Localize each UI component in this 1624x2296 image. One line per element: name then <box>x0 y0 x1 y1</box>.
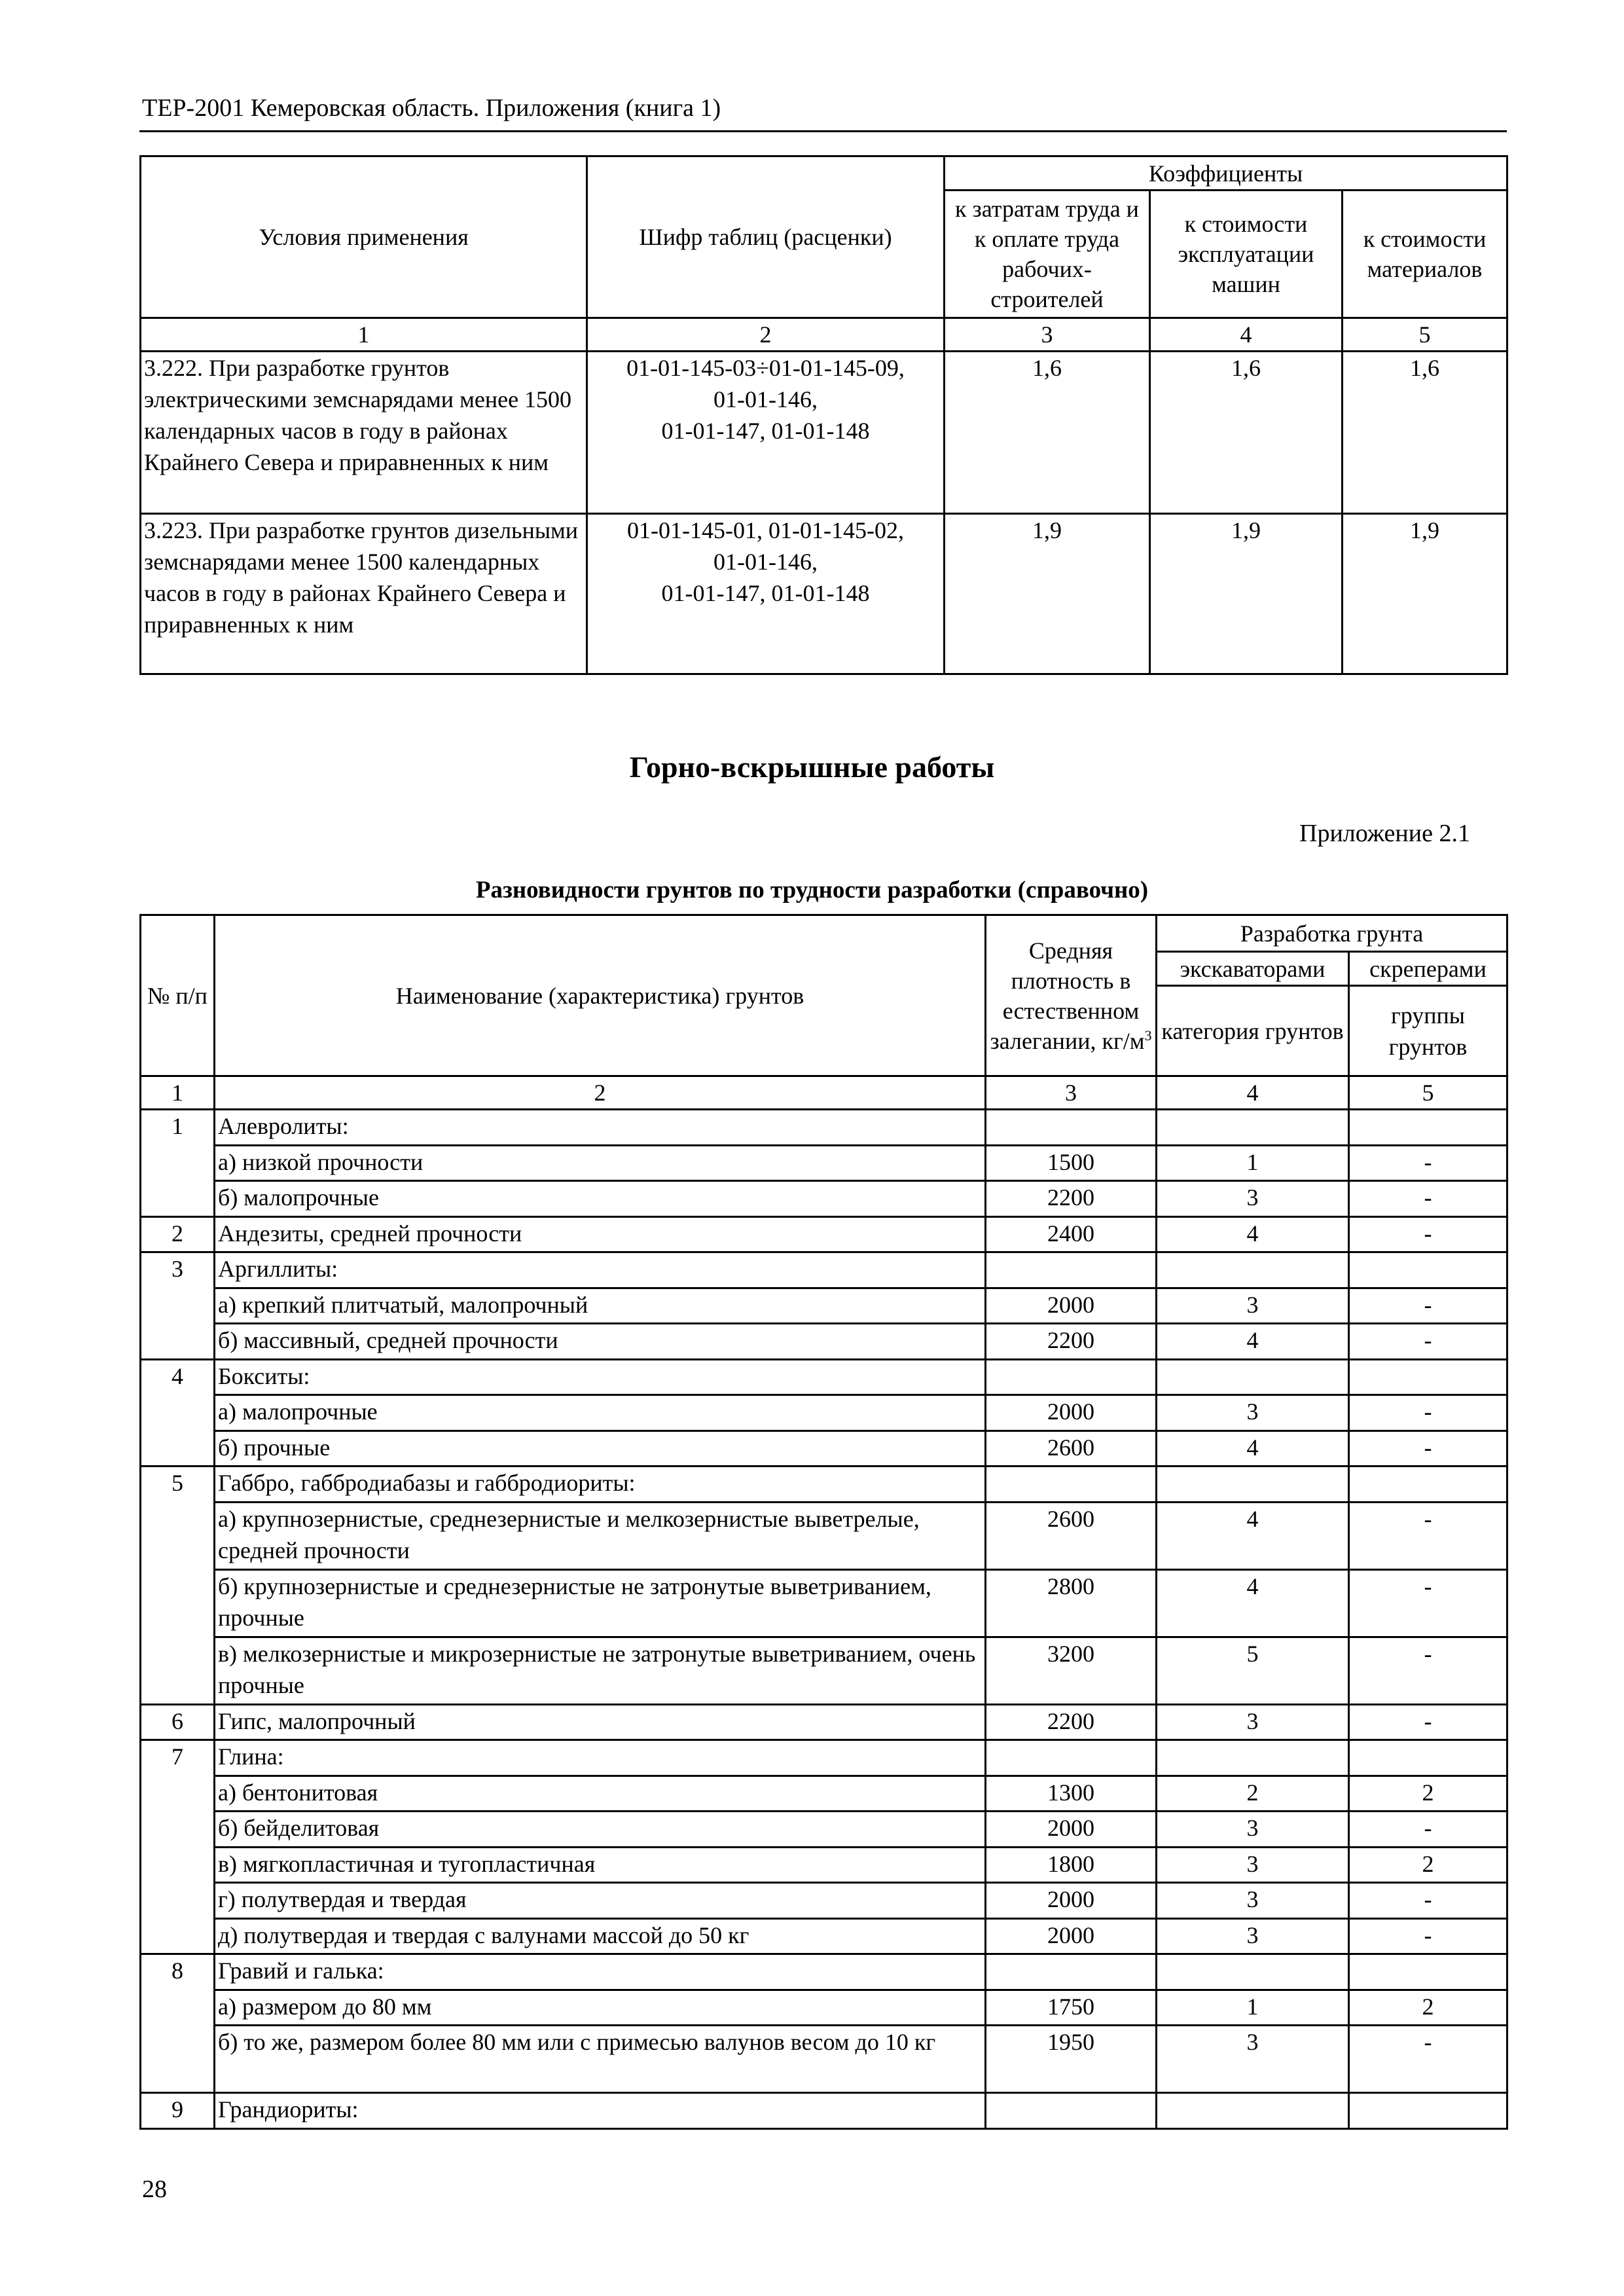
t1-condition: 3.222. При разработке грунтов электрическими земснарядами менее 1500 календарных часов в году в районах Крайнего Севера и приравненных к ним <box>141 352 587 514</box>
t2-row-category: 1 <box>1157 1145 1349 1181</box>
t2-row-density <box>986 1467 1157 1503</box>
t2-row-name: г) полутвердая и твердая <box>215 1883 986 1919</box>
coefficients-table <box>139 155 1508 675</box>
t2-header-density <box>986 915 1157 1076</box>
t2-row-category: 3 <box>1157 1395 1349 1431</box>
table-row <box>141 1181 1507 1217</box>
t2-row-name: Андезиты, средней прочности <box>215 1216 986 1252</box>
table-row <box>141 1954 1507 1990</box>
t2-row-name: Габбро, габбродиабазы и габбродиориты: <box>215 1467 986 1503</box>
t2-row-name: а) бентонитовая <box>215 1776 986 1812</box>
t2-row-name: Бокситы: <box>215 1359 986 1395</box>
t1-condition: 3.223. При разработке грунтов дизельными земснарядами менее 1500 календарных часов в году в районах Крайнего Севера и приравненных к ним <box>141 514 587 674</box>
t2-row-group: - <box>1349 1704 1507 1740</box>
page-number: 28 <box>142 2176 167 2203</box>
t2-row-category <box>1157 1110 1349 1146</box>
table-row <box>141 1216 1507 1252</box>
t2-header-group: Разработка грунта <box>1157 915 1507 952</box>
t2-row-number <box>141 1395 215 1431</box>
t2-row-category: 4 <box>1157 1569 1349 1637</box>
table-row <box>141 1324 1507 1360</box>
t2-row-name: Грандиориты: <box>215 2093 986 2129</box>
t2-row-density: 2600 <box>986 1430 1157 1467</box>
t2-row-group: - <box>1349 1918 1507 1954</box>
t2-row-number: 3 <box>141 1252 215 1288</box>
t2-row-group: - <box>1349 1324 1507 1360</box>
t2-row-number: 4 <box>141 1359 215 1395</box>
t2-row-name: б) крупнозернистые и среднезернистые не затронутые выветриванием, прочные <box>215 1569 986 1637</box>
t1-code-line: 01-01-145-03÷01-01-145-09, <box>626 355 905 381</box>
t2-row-category: 3 <box>1157 1181 1349 1217</box>
t2-row-group <box>1349 2093 1507 2129</box>
t2-row-number <box>141 1918 215 1954</box>
t2-row-category <box>1157 2093 1349 2129</box>
t1-code-line: 01-01-146, <box>713 549 818 575</box>
t2-row-category: 3 <box>1157 1704 1349 1740</box>
t2-row-density: 2000 <box>986 1918 1157 1954</box>
table-row <box>141 1740 1507 1776</box>
t1-header-machines: к стоимости эксплуатации машин <box>1150 191 1343 318</box>
t2-row-category: 3 <box>1157 2026 1349 2093</box>
table-row <box>141 1812 1507 1848</box>
t2-row-number <box>141 1181 215 1217</box>
t2-row-density <box>986 1110 1157 1146</box>
t2-row-density: 1950 <box>986 2026 1157 2093</box>
t1-k-machines: 1,9 <box>1150 514 1343 674</box>
t2-row-group: - <box>1349 1395 1507 1431</box>
table-row <box>141 1145 1507 1181</box>
table-row <box>141 352 1507 514</box>
t2-row-category: 4 <box>1157 1430 1349 1467</box>
t2-header-excavators: экскаваторами <box>1157 952 1349 986</box>
t2-row-category: 3 <box>1157 1847 1349 1883</box>
t2-row-name: Гравий и галька: <box>215 1954 986 1990</box>
t2-row-density: 1750 <box>986 1990 1157 2026</box>
header-rule <box>139 130 1507 132</box>
t2-row-name: б) малопрочные <box>215 1181 986 1217</box>
t2-row-category: 3 <box>1157 1812 1349 1848</box>
table-row <box>141 1252 1507 1288</box>
t2-row-name: а) крепкий плитчатый, малопрочный <box>215 1288 986 1324</box>
t2-header-name: Наименование (характеристика) грунтов <box>215 915 986 1076</box>
t2-row-number: 5 <box>141 1467 215 1503</box>
t2-row-group: 2 <box>1349 1847 1507 1883</box>
t2-row-density: 1300 <box>986 1776 1157 1812</box>
table-row <box>141 1918 1507 1954</box>
t2-row-name: а) низкой прочности <box>215 1145 986 1181</box>
t2-row-density: 1500 <box>986 1145 1157 1181</box>
t2-row-category: 4 <box>1157 1502 1349 1569</box>
table-row <box>141 514 1507 674</box>
t2-row-number <box>141 1776 215 1812</box>
t2-row-number <box>141 1288 215 1324</box>
t2-row-number: 1 <box>141 1110 215 1146</box>
table-row <box>141 1637 1507 1704</box>
t2-row-number: 9 <box>141 2093 215 2129</box>
appendix-label: Приложение 2.1 <box>1299 820 1470 847</box>
t2-row-category <box>1157 1954 1349 1990</box>
t2-row-category: 4 <box>1157 1216 1349 1252</box>
t2-row-number <box>141 1324 215 1360</box>
t2-row-name: б) массивный, средней прочности <box>215 1324 986 1360</box>
t2-row-group: - <box>1349 1812 1507 1848</box>
t2-row-number: 2 <box>141 1216 215 1252</box>
t2-row-category <box>1157 1467 1349 1503</box>
table-row <box>141 1467 1507 1503</box>
t2-col-num: 5 <box>1349 1076 1507 1110</box>
t2-row-name: а) крупнозернистые, среднезернистые и мелкозернистые выветрелые, средней прочности <box>215 1502 986 1569</box>
t2-row-density: 2200 <box>986 1181 1157 1217</box>
t2-row-density: 2000 <box>986 1883 1157 1919</box>
t2-row-number <box>141 1430 215 1467</box>
t2-row-number <box>141 1883 215 1919</box>
t1-header-labor: к затратам труда и к оплате труда рабочих-строителей <box>945 191 1150 318</box>
t2-row-density: 2600 <box>986 1502 1157 1569</box>
t2-row-number: 7 <box>141 1740 215 1776</box>
t2-row-density: 2200 <box>986 1324 1157 1360</box>
t2-row-category: 3 <box>1157 1288 1349 1324</box>
t2-row-group: - <box>1349 1181 1507 1217</box>
t2-row-name: в) мелкозернистые и микрозернистые не затронутые выветриванием, очень прочные <box>215 1637 986 1704</box>
t2-row-name: Алевролиты: <box>215 1110 986 1146</box>
table-row <box>141 1883 1507 1919</box>
t2-row-category: 4 <box>1157 1324 1349 1360</box>
t2-row-density <box>986 1252 1157 1288</box>
t2-col-num: 4 <box>1157 1076 1349 1110</box>
t2-body <box>141 1110 1507 2129</box>
t2-header-groups: группы грунтов <box>1349 986 1507 1076</box>
t2-row-name: а) малопрочные <box>215 1395 986 1431</box>
t2-row-group <box>1349 1110 1507 1146</box>
table-row <box>141 1110 1507 1146</box>
t1-code <box>587 352 945 514</box>
t2-row-name: б) бейделитовая <box>215 1812 986 1848</box>
table-row <box>141 1359 1507 1395</box>
t1-col-num: 1 <box>141 318 587 352</box>
table-row <box>141 1704 1507 1740</box>
t2-row-group <box>1349 1252 1507 1288</box>
t1-col-num: 3 <box>945 318 1150 352</box>
t2-row-number <box>141 1502 215 1569</box>
t2-row-number: 6 <box>141 1704 215 1740</box>
table-row <box>141 2093 1507 2129</box>
t2-row-density <box>986 2093 1157 2129</box>
t2-row-number <box>141 1847 215 1883</box>
t2-row-density <box>986 1954 1157 1990</box>
t2-row-category: 3 <box>1157 1883 1349 1919</box>
t2-row-group <box>1349 1359 1507 1395</box>
t2-row-group: - <box>1349 1430 1507 1467</box>
t2-row-number <box>141 1812 215 1848</box>
t2-row-category: 1 <box>1157 1990 1349 2026</box>
table-caption: Разновидности грунтов по трудности разработки (справочно) <box>475 877 1149 903</box>
t2-row-group <box>1349 1467 1507 1503</box>
t2-header-category: категория грунтов <box>1157 986 1349 1076</box>
t2-row-group: - <box>1349 2026 1507 2093</box>
t2-header-scrapers: скреперами <box>1349 952 1507 986</box>
t2-row-density: 2000 <box>986 1812 1157 1848</box>
t2-row-density: 2200 <box>986 1704 1157 1740</box>
t1-code-line: 01-01-147, 01-01-148 <box>661 580 870 606</box>
t2-row-group <box>1349 1740 1507 1776</box>
t2-header-num: № п/п <box>141 915 215 1076</box>
table-row <box>141 1847 1507 1883</box>
t2-row-density <box>986 1740 1157 1776</box>
table-row <box>141 1288 1507 1324</box>
table-row <box>141 1776 1507 1812</box>
t1-code <box>587 514 945 674</box>
t2-col-num: 1 <box>141 1076 215 1110</box>
t2-row-group <box>1349 1954 1507 1990</box>
t1-col-num: 2 <box>587 318 945 352</box>
t1-header-conditions: Условия применения <box>141 156 587 318</box>
table-row <box>141 1569 1507 1637</box>
t2-row-category: 2 <box>1157 1776 1349 1812</box>
table-row <box>141 1395 1507 1431</box>
table-row <box>141 2026 1507 2093</box>
t2-row-group: - <box>1349 1883 1507 1919</box>
t1-k-labor: 1,9 <box>945 514 1150 674</box>
t2-row-number: 8 <box>141 1954 215 1990</box>
t2-row-density: 1800 <box>986 1847 1157 1883</box>
t1-col-num: 4 <box>1150 318 1343 352</box>
t2-density-label: Средняя плотность в естественном залегании, кг/м <box>990 937 1145 1054</box>
t2-row-number <box>141 1569 215 1637</box>
t2-row-category: 3 <box>1157 1918 1349 1954</box>
t2-row-category <box>1157 1740 1349 1776</box>
t1-col-num: 5 <box>1343 318 1507 352</box>
t2-row-name: Гипс, малопрочный <box>215 1704 986 1740</box>
t1-header-code: Шифр таблиц (расценки) <box>587 156 945 318</box>
t2-row-name: б) прочные <box>215 1430 986 1467</box>
t2-row-density: 2000 <box>986 1395 1157 1431</box>
t2-col-num: 2 <box>215 1076 986 1110</box>
t2-row-group: - <box>1349 1216 1507 1252</box>
t2-row-number <box>141 2026 215 2093</box>
t2-row-number <box>141 1990 215 2026</box>
t2-row-category: 5 <box>1157 1637 1349 1704</box>
t1-code-line: 01-01-145-01, 01-01-145-02, <box>627 517 904 543</box>
table-row <box>141 1990 1507 2026</box>
soil-types-table <box>139 914 1508 2130</box>
t2-row-group: - <box>1349 1288 1507 1324</box>
table-row <box>141 1430 1507 1467</box>
t2-row-density: 2000 <box>986 1288 1157 1324</box>
t1-code-line: 01-01-146, <box>713 386 818 412</box>
t1-header-materials: к стоимости материалов <box>1343 191 1507 318</box>
t2-row-density <box>986 1359 1157 1395</box>
t2-row-group: 2 <box>1349 1990 1507 2026</box>
t2-row-group: - <box>1349 1145 1507 1181</box>
section-title: Горно-вскрышные работы <box>629 750 995 784</box>
t2-row-name: в) мягкопластичная и тугопластичная <box>215 1847 986 1883</box>
t1-k-materials: 1,9 <box>1343 514 1507 674</box>
t1-k-materials: 1,6 <box>1343 352 1507 514</box>
t1-code-line: 01-01-147, 01-01-148 <box>661 418 870 444</box>
t2-row-group: 2 <box>1349 1776 1507 1812</box>
t2-row-name: Аргиллиты: <box>215 1252 986 1288</box>
t2-row-category <box>1157 1359 1349 1395</box>
t2-row-number <box>141 1637 215 1704</box>
t2-row-name: Глина: <box>215 1740 986 1776</box>
t2-row-name: д) полутвердая и твердая с валунами массой до 50 кг <box>215 1918 986 1954</box>
t2-row-group: - <box>1349 1637 1507 1704</box>
t2-density-sup: 3 <box>1144 1027 1152 1044</box>
t2-row-name: а) размером до 80 мм <box>215 1990 986 2026</box>
table-row <box>141 1502 1507 1569</box>
t2-row-category <box>1157 1252 1349 1288</box>
t1-k-machines: 1,6 <box>1150 352 1343 514</box>
t1-k-labor: 1,6 <box>945 352 1150 514</box>
page-header-title: ТЕР-2001 Кемеровская область. Приложения (книга 1) <box>142 94 721 122</box>
t2-row-density: 2800 <box>986 1569 1157 1637</box>
t2-row-number <box>141 1145 215 1181</box>
t2-row-group: - <box>1349 1569 1507 1637</box>
t2-col-num: 3 <box>986 1076 1157 1110</box>
t2-row-density: 3200 <box>986 1637 1157 1704</box>
t1-header-coefficients: Коэффициенты <box>945 156 1507 191</box>
t2-row-name: б) то же, размером более 80 мм или с примесью валунов весом до 10 кг <box>215 2026 986 2093</box>
t2-row-density: 2400 <box>986 1216 1157 1252</box>
t2-row-group: - <box>1349 1502 1507 1569</box>
